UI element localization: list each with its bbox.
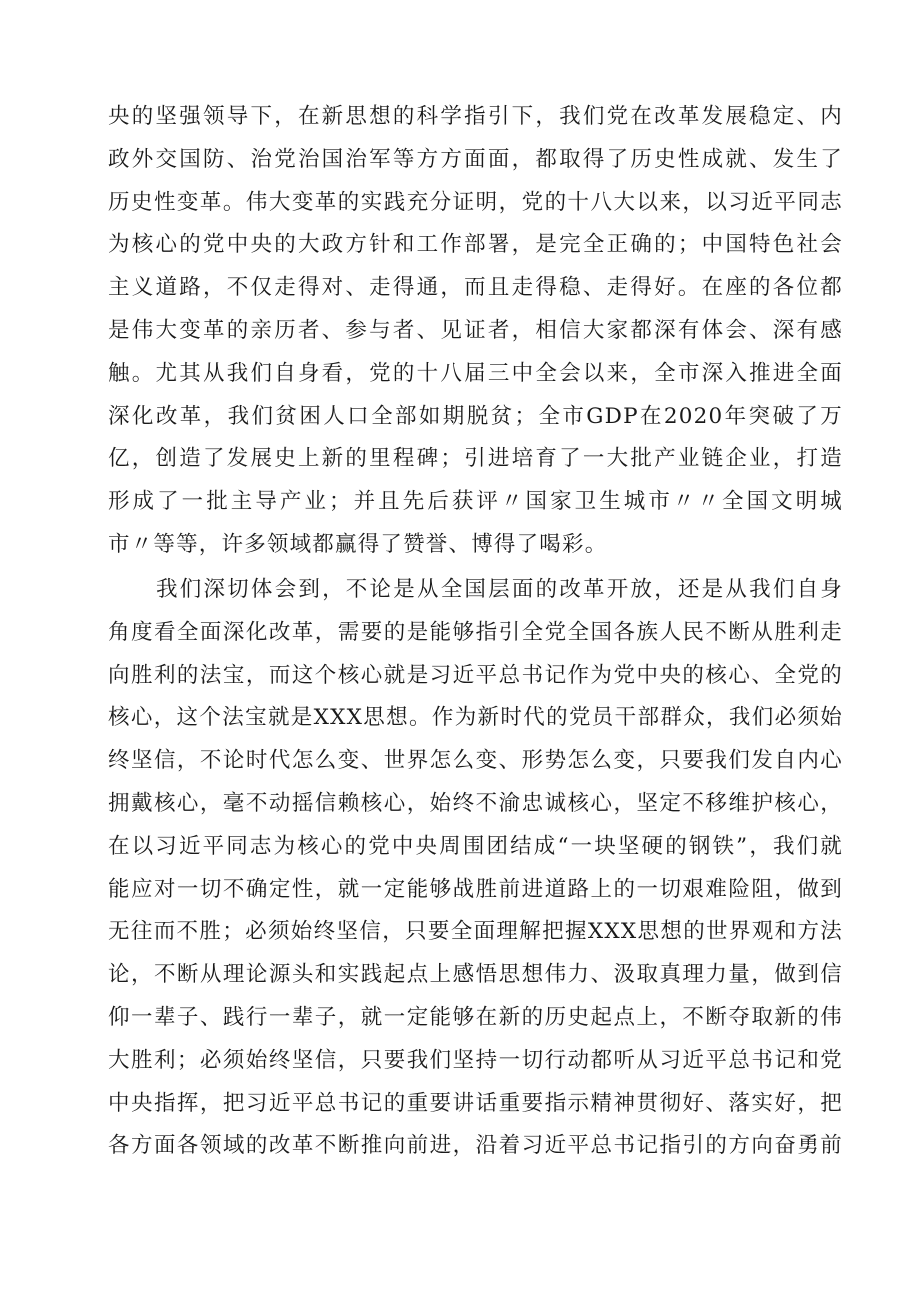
text-line: 触。尤其从我们自身看，党的十八届三中全会以来，全市深入推进全面 — [108, 360, 843, 386]
text-line: 无往而不胜；必须始终坚信，只要全面理解把握XXX思想的世界观和方法 — [108, 919, 843, 945]
text-line: 在以习近平同志为核心的党中央周围团结成“一块坚硬的钢铁”，我们就 — [108, 833, 843, 859]
text-line: 大胜利；必须始终坚信，只要我们坚持一切行动都听从习近平总书记和党 — [108, 1047, 843, 1073]
text-line: 拥戴核心，毫不动摇信赖核心，始终不渝忠诚核心，坚定不移维护核心， — [108, 790, 843, 816]
text-line: 核心，这个法宝就是XXX思想。作为新时代的党员干部群众，我们必须始 — [108, 705, 843, 731]
text-line: 论，不断从理论源头和实践起点上感悟思想伟力、汲取真理力量，做到信 — [108, 962, 843, 988]
text-line: 能应对一切不确定性，就一定能够战胜前进道路上的一切艰难险阻，做到 — [108, 876, 843, 902]
text-line: 历史性变革。伟大变革的实践充分证明，党的十八大以来，以习近平同志 — [108, 189, 843, 215]
text-line: 为核心的党中央的大政方针和工作部署，是完全正确的；中国特色社会 — [108, 232, 843, 258]
text-line: 是伟大变革的亲历者、参与者、见证者，相信大家都深有体会、深有感 — [108, 317, 843, 343]
paragraph-2 — [108, 569, 843, 1168]
text-line: 终坚信，不论时代怎么变、世界怎么变、形势怎么变，只要我们发自内心 — [108, 748, 843, 774]
text-line: 央的坚强领导下，在新思想的科学指引下，我们党在改革发展稳定、内 — [108, 104, 843, 129]
text-line: 角度看全面深化改革，需要的是能够指引全党全国各族人民不断从胜利走 — [108, 619, 843, 645]
text-line: 主义道路，不仅走得对、走得通，而且走得稳、走得好。在座的各位都 — [108, 275, 843, 301]
text-line: 我们深切体会到，不论是从全国层面的改革开放，还是从我们自身 — [156, 577, 843, 602]
paragraph-1 — [108, 96, 843, 567]
text-line: 中央指挥，把习近平总书记的重要讲话重要指示精神贯彻好、落实好，把 — [108, 1090, 843, 1116]
text-line: 亿，创造了发展史上新的里程碑；引进培育了一大批产业链企业，打造 — [108, 446, 843, 472]
text-line: 形成了一批主导产业；并且先后获评〃国家卫生城市〃〃全国文明城 — [108, 489, 843, 515]
text-line: 向胜利的法宝，而这个核心就是习近平总书记作为党中央的核心、全党的 — [108, 662, 843, 688]
text-line: 市〃等等，许多领域都赢得了赞誉、博得了喝彩。 — [108, 531, 608, 557]
text-line: 政外交国防、治党治国治军等方方面面，都取得了历史性成就、发生了 — [108, 146, 843, 172]
text-line: 各方面各领域的改革不断推向前进，沿着习近平总书记指引的方向奋勇前 — [108, 1133, 843, 1159]
text-line: 深化改革，我们贫困人口全部如期脱贫；全市GDP在2020年突破了万 — [108, 403, 843, 429]
text-line: 仰一辈子、践行一辈子，就一定能够在新的历史起点上，不断夺取新的伟 — [108, 1004, 843, 1030]
